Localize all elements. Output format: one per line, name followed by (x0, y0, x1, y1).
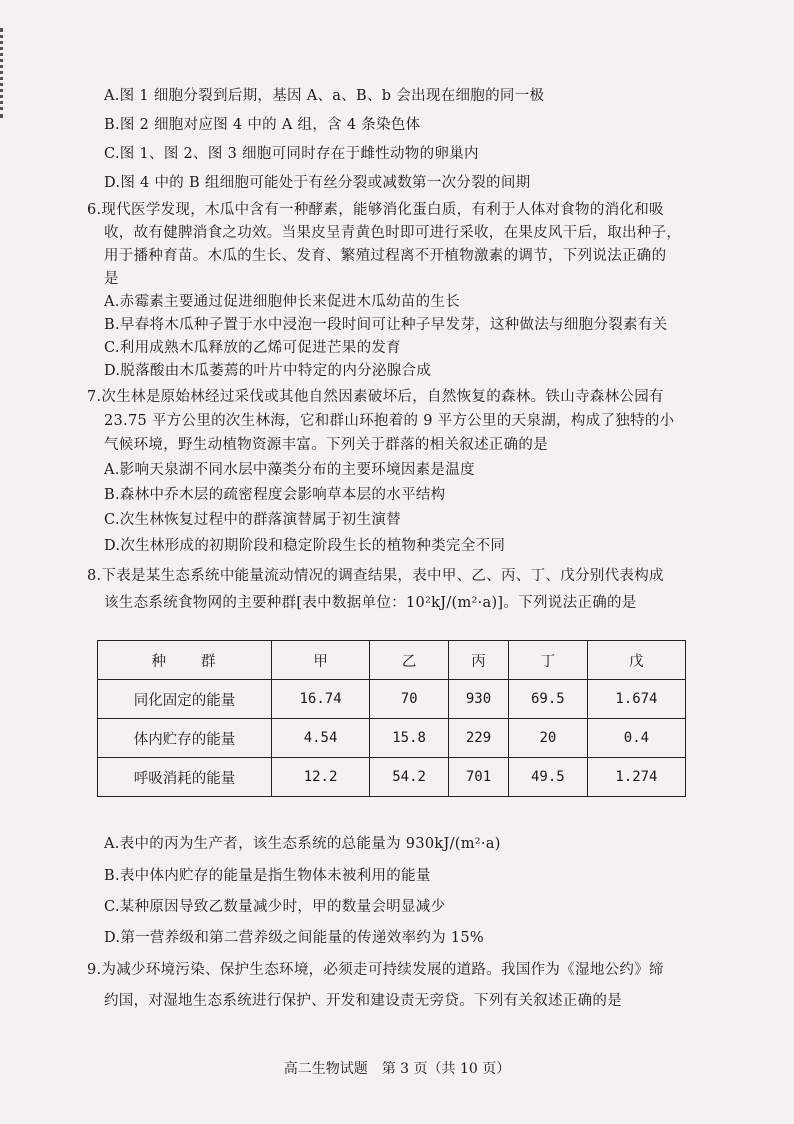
table-cell: 49.5 (508, 758, 587, 797)
table-column-header: 甲 (272, 641, 370, 680)
q9-stem-line-2: 约国，对湿地生态系统进行保护、开发和建设责无旁贷。下列有关叙述正确的是 (104, 993, 622, 1009)
q9-stem-line-1: 9.为减少环境污染、保护生态环境，必须走可持续发展的道路。我国作为《湿地公约》缔 (87, 962, 664, 978)
q7-stem-line-1: 7.次生林是原始林经过采伐或其他自然因素破坏后，自然恢复的森林。铁山寺森林公园有 (87, 389, 664, 405)
table-column-header: 乙 (370, 641, 449, 680)
q6-option-b: B.早春将木瓜种子置于水中浸泡一段时间可让种子早发芽，这种做法与细胞分裂素有关 (104, 317, 668, 333)
table-cell: 69.5 (508, 680, 587, 719)
table-cell: 15.8 (370, 719, 449, 758)
q7-option-d: D.次生林形成的初期阶段和稳定阶段生长的植物种类完全不同 (104, 538, 506, 554)
q6-stem-line-3: 用于播种育苗。木瓜的生长、发育、繁殖过程离不开植物激素的调节，下列说法正确的 (104, 248, 667, 264)
q8-option-c: C.某种原因导致乙数量减少时，甲的数量会明显减少 (104, 899, 446, 915)
table-cell: 229 (449, 719, 509, 758)
table-row (98, 719, 686, 758)
table-row (98, 680, 686, 719)
q5-option-c: C.图 1、图 2、图 3 细胞可同时存在于雌性动物的卵巢内 (104, 146, 479, 162)
table-cell: 4.54 (272, 719, 370, 758)
q6-option-a: A.赤霉素主要通过促进细胞伸长来促进木瓜幼苗的生长 (104, 294, 461, 310)
table-column-header: 丙 (449, 641, 509, 680)
q6-stem-line-2: 收，故有健脾消食之功效。当果皮呈青黄色时即可进行采收，在果皮风干后，取出种子， (104, 225, 682, 241)
q7-stem-line-2: 23.75 平方公里的次生林海，它和群山环抱着的 9 平方公里的天泉湖，构成了独特的小 (104, 413, 675, 429)
q5-option-d: D.图 4 中的 B 组细胞可能处于有丝分裂或减数第一次分裂的间期 (104, 175, 531, 191)
table-cell: 70 (370, 680, 449, 719)
q8-option-d: D.第一营养级和第二营养级之间能量的传递效率约为 15% (104, 930, 484, 946)
row-label: 体内贮存的能量 (98, 719, 272, 758)
row-label: 呼吸消耗的能量 (98, 758, 272, 797)
table-row (98, 758, 686, 797)
q6-option-c: C.利用成熟木瓜释放的乙烯可促进芒果的发育 (104, 340, 401, 356)
table-cell: 20 (508, 719, 587, 758)
table-column-header: 丁 (508, 641, 587, 680)
table-cell: 701 (449, 758, 509, 797)
q6-option-d: D.脱落酸由木瓜萎蔫的叶片中特定的内分泌腺合成 (104, 363, 432, 379)
table-cell: 16.74 (272, 680, 370, 719)
page-footer: 高二生物试题 第 3 页（共 10 页） (283, 1061, 511, 1077)
row-label: 同化固定的能量 (98, 680, 272, 719)
q8-option-a: A.表中的丙为生产者，该生态系统的总能量为 930kJ/(m²·a) (104, 836, 501, 852)
energy-flow-table (97, 640, 686, 797)
q7-option-c: C.次生林恢复过程中的群落演替属于初生演替 (104, 512, 401, 528)
table-header-label: 种 群 (98, 641, 272, 680)
q6-stem-line-4: 是 (104, 271, 119, 287)
table-column-header: 戊 (587, 641, 685, 680)
table-cell: 12.2 (272, 758, 370, 797)
table-cell: 1.674 (587, 680, 685, 719)
q7-stem-line-3: 气候环境，野生动植物资源丰富。下列关于群落的相关叙述正确的是 (104, 437, 548, 453)
q8-stem-line-1: 8.下表是某生态系统中能量流动情况的调查结果，表中甲、乙、丙、丁、戊分别代表构成 (87, 568, 664, 584)
table-cell: 930 (449, 680, 509, 719)
q6-stem-line-1: 6.现代医学发现，木瓜中含有一种酵素，能够消化蛋白质，有利于人体对食物的消化和吸 (87, 202, 664, 218)
q8-stem-line-2: 该生态系统食物网的主要种群[表中数据单位：10²kJ/(m²·a)]。下列说法正确的是 (104, 595, 637, 611)
binding-edge-mark (0, 28, 13, 118)
q5-option-a: A.图 1 细胞分裂到后期，基因 A、a、B、b 会出现在细胞的同一极 (104, 88, 545, 104)
q7-option-a: A.影响天泉湖不同水层中藻类分布的主要环境因素是温度 (104, 462, 475, 478)
table-cell: 54.2 (370, 758, 449, 797)
table-cell: 0.4 (587, 719, 685, 758)
q8-option-b: B.表中体内贮存的能量是指生物体未被利用的能量 (104, 868, 431, 884)
q5-option-b: B.图 2 细胞对应图 4 中的 A 组，含 4 条染色体 (104, 117, 421, 133)
q7-option-b: B.森林中乔木层的疏密程度会影响草本层的水平结构 (104, 487, 446, 503)
table-header-row (98, 641, 686, 680)
table-cell: 1.274 (587, 758, 685, 797)
